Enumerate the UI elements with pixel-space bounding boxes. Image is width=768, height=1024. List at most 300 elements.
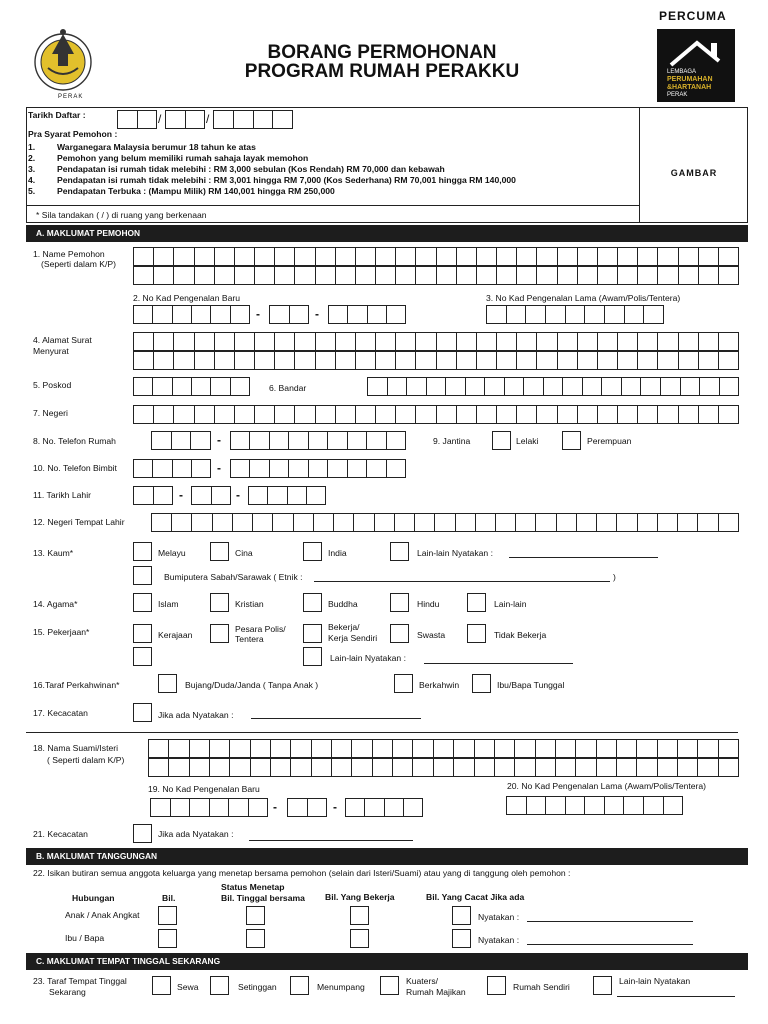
char-box[interactable] bbox=[415, 405, 436, 424]
char-box[interactable] bbox=[555, 758, 576, 777]
tel-rumah-number[interactable] bbox=[230, 431, 406, 450]
tinggal-menumpang-checkbox[interactable] bbox=[290, 976, 309, 995]
char-box[interactable] bbox=[474, 758, 495, 777]
lain-tinggal-line[interactable] bbox=[617, 996, 735, 997]
dob-year[interactable] bbox=[248, 486, 326, 505]
char-box[interactable] bbox=[584, 796, 605, 815]
char-box[interactable] bbox=[347, 459, 367, 478]
pekerjaan-extra-checkbox[interactable] bbox=[133, 647, 152, 666]
spouse-ic-new-part1[interactable] bbox=[150, 798, 268, 817]
char-box[interactable] bbox=[234, 266, 255, 285]
kaum-lain-checkbox[interactable] bbox=[390, 542, 409, 561]
char-box[interactable] bbox=[412, 739, 433, 758]
char-box[interactable] bbox=[535, 513, 556, 532]
char-box[interactable] bbox=[331, 739, 352, 758]
char-box[interactable] bbox=[234, 332, 255, 351]
char-box[interactable] bbox=[327, 459, 347, 478]
spouse-ic-old-input[interactable] bbox=[506, 796, 683, 815]
char-box[interactable] bbox=[394, 513, 415, 532]
char-box[interactable] bbox=[293, 513, 314, 532]
char-box[interactable] bbox=[269, 459, 289, 478]
char-box[interactable] bbox=[272, 513, 293, 532]
char-box[interactable] bbox=[209, 798, 230, 817]
char-box[interactable] bbox=[582, 377, 603, 396]
char-box[interactable] bbox=[133, 305, 153, 324]
char-box[interactable] bbox=[386, 431, 406, 450]
char-box[interactable] bbox=[173, 405, 194, 424]
char-box[interactable] bbox=[367, 305, 387, 324]
negeri-input[interactable] bbox=[133, 405, 739, 424]
char-box[interactable] bbox=[274, 405, 295, 424]
char-box[interactable] bbox=[395, 332, 416, 351]
char-box[interactable] bbox=[637, 351, 658, 370]
char-box[interactable] bbox=[328, 305, 348, 324]
char-box[interactable] bbox=[375, 332, 396, 351]
char-box[interactable] bbox=[496, 351, 517, 370]
char-box[interactable] bbox=[718, 739, 739, 758]
char-box[interactable] bbox=[495, 513, 516, 532]
char-box[interactable] bbox=[364, 798, 384, 817]
char-box[interactable] bbox=[699, 377, 720, 396]
char-box[interactable] bbox=[484, 377, 505, 396]
char-box[interactable] bbox=[214, 332, 235, 351]
char-box[interactable] bbox=[331, 758, 352, 777]
negeri-lahir-input[interactable] bbox=[151, 513, 739, 532]
ic-old-input[interactable] bbox=[486, 305, 664, 324]
char-box[interactable] bbox=[640, 377, 661, 396]
etnik-line[interactable] bbox=[314, 581, 610, 582]
char-box[interactable] bbox=[475, 513, 496, 532]
char-box[interactable] bbox=[306, 486, 326, 505]
char-box[interactable] bbox=[455, 513, 476, 532]
char-box[interactable] bbox=[414, 513, 435, 532]
char-box[interactable] bbox=[616, 513, 637, 532]
char-box[interactable] bbox=[152, 459, 172, 478]
char-box[interactable] bbox=[392, 758, 413, 777]
char-box[interactable] bbox=[718, 247, 739, 266]
char-box[interactable] bbox=[375, 247, 396, 266]
char-box[interactable] bbox=[597, 351, 618, 370]
char-box[interactable] bbox=[597, 332, 618, 351]
ibubapa-tinggal-box[interactable] bbox=[246, 929, 265, 948]
char-box[interactable] bbox=[355, 247, 376, 266]
char-box[interactable] bbox=[516, 266, 537, 285]
ibubapa-cacat-box[interactable] bbox=[452, 929, 471, 948]
char-box[interactable] bbox=[436, 332, 457, 351]
char-box[interactable] bbox=[229, 758, 250, 777]
char-box[interactable] bbox=[496, 405, 517, 424]
char-box[interactable] bbox=[516, 332, 537, 351]
char-box[interactable] bbox=[657, 247, 678, 266]
char-box[interactable] bbox=[194, 247, 215, 266]
name-row-1[interactable] bbox=[133, 247, 739, 266]
tinggal-setinggan-checkbox[interactable] bbox=[210, 976, 229, 995]
char-box[interactable] bbox=[288, 459, 308, 478]
ibubapa-nyatakan-line[interactable] bbox=[527, 944, 693, 945]
char-box[interactable] bbox=[171, 513, 192, 532]
char-box[interactable] bbox=[172, 459, 192, 478]
char-box[interactable] bbox=[657, 758, 678, 777]
address-row-1[interactable] bbox=[133, 332, 739, 351]
anak-bekerja-box[interactable] bbox=[350, 906, 369, 925]
char-box[interactable] bbox=[315, 351, 336, 370]
pekerjaan-tidak-bekerja-checkbox[interactable] bbox=[467, 624, 486, 643]
char-box[interactable] bbox=[412, 758, 433, 777]
char-box[interactable] bbox=[230, 431, 250, 450]
char-box[interactable] bbox=[506, 796, 527, 815]
char-box[interactable] bbox=[536, 405, 557, 424]
poskod-input[interactable] bbox=[133, 377, 250, 396]
spouse-ic-new-part2[interactable] bbox=[287, 798, 327, 817]
tinggal-lain-checkbox[interactable] bbox=[593, 976, 612, 995]
char-box[interactable] bbox=[194, 332, 215, 351]
char-box[interactable] bbox=[269, 305, 290, 324]
char-box[interactable] bbox=[230, 459, 250, 478]
char-box[interactable] bbox=[152, 305, 172, 324]
char-box[interactable] bbox=[211, 486, 232, 505]
char-box[interactable] bbox=[347, 431, 367, 450]
char-box[interactable] bbox=[621, 377, 642, 396]
char-box[interactable] bbox=[315, 332, 336, 351]
tinggal-sendiri-checkbox[interactable] bbox=[487, 976, 506, 995]
char-box[interactable] bbox=[415, 332, 436, 351]
jantina-perempuan-checkbox[interactable] bbox=[562, 431, 581, 450]
char-box[interactable] bbox=[657, 351, 678, 370]
char-box[interactable] bbox=[254, 405, 275, 424]
char-box[interactable] bbox=[597, 247, 618, 266]
tinggal-kuaters-checkbox[interactable] bbox=[380, 976, 399, 995]
char-box[interactable] bbox=[514, 758, 535, 777]
char-box[interactable] bbox=[698, 405, 719, 424]
char-box[interactable] bbox=[194, 405, 215, 424]
char-box[interactable] bbox=[557, 332, 578, 351]
char-box[interactable] bbox=[232, 513, 253, 532]
char-box[interactable] bbox=[535, 739, 556, 758]
char-box[interactable] bbox=[678, 247, 699, 266]
char-box[interactable] bbox=[375, 266, 396, 285]
char-box[interactable] bbox=[545, 305, 566, 324]
char-box[interactable] bbox=[133, 351, 154, 370]
char-box[interactable] bbox=[133, 377, 153, 396]
char-box[interactable] bbox=[657, 332, 678, 351]
char-box[interactable] bbox=[347, 305, 367, 324]
char-box[interactable] bbox=[315, 405, 336, 424]
char-box[interactable] bbox=[335, 332, 356, 351]
char-box[interactable] bbox=[565, 796, 586, 815]
char-box[interactable] bbox=[697, 758, 718, 777]
char-box[interactable] bbox=[637, 247, 658, 266]
char-box[interactable] bbox=[506, 305, 527, 324]
char-box[interactable] bbox=[456, 405, 477, 424]
char-box[interactable] bbox=[636, 739, 657, 758]
char-box[interactable] bbox=[165, 110, 186, 129]
char-box[interactable] bbox=[315, 247, 336, 266]
char-box[interactable] bbox=[191, 459, 211, 478]
char-box[interactable] bbox=[250, 739, 271, 758]
char-box[interactable] bbox=[577, 405, 598, 424]
pekerjaan-kerajaan-checkbox[interactable] bbox=[133, 624, 152, 643]
char-box[interactable] bbox=[395, 247, 416, 266]
ic-new-part1[interactable] bbox=[133, 305, 250, 324]
agama-islam-checkbox[interactable] bbox=[133, 593, 152, 612]
char-box[interactable] bbox=[191, 377, 211, 396]
char-box[interactable] bbox=[555, 739, 576, 758]
char-box[interactable] bbox=[657, 266, 678, 285]
char-box[interactable] bbox=[133, 486, 154, 505]
char-box[interactable] bbox=[355, 405, 376, 424]
char-box[interactable] bbox=[604, 796, 625, 815]
char-box[interactable] bbox=[660, 377, 681, 396]
char-box[interactable] bbox=[233, 110, 254, 129]
char-box[interactable] bbox=[313, 513, 334, 532]
char-box[interactable] bbox=[403, 798, 423, 817]
char-box[interactable] bbox=[718, 405, 739, 424]
char-box[interactable] bbox=[617, 266, 638, 285]
char-box[interactable] bbox=[476, 405, 497, 424]
spouse-name-row-1[interactable] bbox=[148, 739, 739, 758]
char-box[interactable] bbox=[557, 266, 578, 285]
char-box[interactable] bbox=[345, 798, 365, 817]
char-box[interactable] bbox=[335, 266, 356, 285]
char-box[interactable] bbox=[624, 305, 645, 324]
char-box[interactable] bbox=[597, 405, 618, 424]
char-box[interactable] bbox=[366, 431, 386, 450]
char-box[interactable] bbox=[514, 739, 535, 758]
char-box[interactable] bbox=[209, 758, 230, 777]
spouse-kecacatan-line[interactable] bbox=[249, 840, 413, 841]
char-box[interactable] bbox=[191, 305, 211, 324]
char-box[interactable] bbox=[663, 796, 684, 815]
char-box[interactable] bbox=[453, 739, 474, 758]
char-box[interactable] bbox=[133, 247, 154, 266]
char-box[interactable] bbox=[189, 758, 210, 777]
char-box[interactable] bbox=[267, 486, 287, 505]
char-box[interactable] bbox=[308, 431, 328, 450]
char-box[interactable] bbox=[680, 377, 701, 396]
char-box[interactable] bbox=[185, 110, 206, 129]
char-box[interactable] bbox=[168, 739, 189, 758]
char-box[interactable] bbox=[274, 332, 295, 351]
char-box[interactable] bbox=[209, 739, 230, 758]
char-box[interactable] bbox=[577, 247, 598, 266]
char-box[interactable] bbox=[153, 266, 174, 285]
char-box[interactable] bbox=[229, 739, 250, 758]
char-box[interactable] bbox=[616, 758, 637, 777]
char-box[interactable] bbox=[212, 513, 233, 532]
char-box[interactable] bbox=[596, 758, 617, 777]
char-box[interactable] bbox=[335, 405, 356, 424]
char-box[interactable] bbox=[287, 486, 307, 505]
char-box[interactable] bbox=[327, 431, 347, 450]
char-box[interactable] bbox=[374, 513, 395, 532]
char-box[interactable] bbox=[270, 758, 291, 777]
char-box[interactable] bbox=[230, 305, 250, 324]
agama-kristian-checkbox[interactable] bbox=[210, 593, 229, 612]
char-box[interactable] bbox=[678, 405, 699, 424]
char-box[interactable] bbox=[214, 266, 235, 285]
char-box[interactable] bbox=[456, 351, 477, 370]
char-box[interactable] bbox=[311, 739, 332, 758]
char-box[interactable] bbox=[596, 739, 617, 758]
char-box[interactable] bbox=[474, 739, 495, 758]
char-box[interactable] bbox=[386, 305, 406, 324]
char-box[interactable] bbox=[252, 513, 273, 532]
char-box[interactable] bbox=[173, 266, 194, 285]
char-box[interactable] bbox=[270, 739, 291, 758]
char-box[interactable] bbox=[173, 332, 194, 351]
char-box[interactable] bbox=[355, 266, 376, 285]
dob-day[interactable] bbox=[133, 486, 173, 505]
ic-new-part2[interactable] bbox=[269, 305, 309, 324]
char-box[interactable] bbox=[657, 405, 678, 424]
kahwin-tunggal-checkbox[interactable] bbox=[472, 674, 491, 693]
lain-kaum-line[interactable] bbox=[509, 557, 658, 558]
char-box[interactable] bbox=[333, 513, 354, 532]
char-box[interactable] bbox=[637, 266, 658, 285]
ibubapa-bekerja-box[interactable] bbox=[350, 929, 369, 948]
tarikh-daftar-month[interactable] bbox=[165, 110, 205, 129]
char-box[interactable] bbox=[269, 431, 289, 450]
tarikh-daftar-year[interactable] bbox=[213, 110, 293, 129]
char-box[interactable] bbox=[210, 377, 230, 396]
char-box[interactable] bbox=[234, 247, 255, 266]
char-box[interactable] bbox=[386, 459, 406, 478]
char-box[interactable] bbox=[677, 758, 698, 777]
char-box[interactable] bbox=[643, 796, 664, 815]
char-box[interactable] bbox=[719, 377, 740, 396]
pekerjaan-swasta-checkbox[interactable] bbox=[390, 624, 409, 643]
char-box[interactable] bbox=[190, 431, 211, 450]
char-box[interactable] bbox=[148, 758, 169, 777]
char-box[interactable] bbox=[436, 351, 457, 370]
char-box[interactable] bbox=[436, 405, 457, 424]
char-box[interactable] bbox=[535, 758, 556, 777]
char-box[interactable] bbox=[150, 798, 171, 817]
char-box[interactable] bbox=[133, 266, 154, 285]
char-box[interactable] bbox=[565, 305, 586, 324]
char-box[interactable] bbox=[557, 247, 578, 266]
char-box[interactable] bbox=[228, 798, 249, 817]
char-box[interactable] bbox=[254, 266, 275, 285]
char-box[interactable] bbox=[697, 513, 718, 532]
char-box[interactable] bbox=[636, 758, 657, 777]
tel-rumah-area[interactable] bbox=[151, 431, 211, 450]
char-box[interactable] bbox=[596, 513, 617, 532]
char-box[interactable] bbox=[335, 247, 356, 266]
char-box[interactable] bbox=[133, 405, 154, 424]
spouse-ic-new-part3[interactable] bbox=[345, 798, 423, 817]
char-box[interactable] bbox=[718, 513, 739, 532]
char-box[interactable] bbox=[372, 739, 393, 758]
char-box[interactable] bbox=[434, 513, 455, 532]
char-box[interactable] bbox=[698, 332, 719, 351]
kaum-cina-checkbox[interactable] bbox=[210, 542, 229, 561]
photo-box[interactable] bbox=[640, 107, 748, 223]
char-box[interactable] bbox=[351, 739, 372, 758]
spouse-kecacatan-checkbox[interactable] bbox=[133, 824, 152, 843]
char-box[interactable] bbox=[133, 332, 154, 351]
char-box[interactable] bbox=[584, 305, 605, 324]
anak-nyatakan-line[interactable] bbox=[527, 921, 693, 922]
char-box[interactable] bbox=[562, 377, 583, 396]
agama-lain-checkbox[interactable] bbox=[467, 593, 486, 612]
char-box[interactable] bbox=[515, 513, 536, 532]
char-box[interactable] bbox=[288, 431, 308, 450]
char-box[interactable] bbox=[152, 377, 172, 396]
char-box[interactable] bbox=[274, 266, 295, 285]
char-box[interactable] bbox=[294, 266, 315, 285]
char-box[interactable] bbox=[637, 405, 658, 424]
char-box[interactable] bbox=[294, 405, 315, 424]
char-box[interactable] bbox=[698, 247, 719, 266]
char-box[interactable] bbox=[536, 351, 557, 370]
char-box[interactable] bbox=[375, 405, 396, 424]
char-box[interactable] bbox=[213, 110, 234, 129]
char-box[interactable] bbox=[523, 377, 544, 396]
char-box[interactable] bbox=[287, 798, 308, 817]
char-box[interactable] bbox=[151, 431, 172, 450]
char-box[interactable] bbox=[577, 351, 598, 370]
tel-bimbit-number[interactable] bbox=[230, 459, 406, 478]
char-box[interactable] bbox=[249, 431, 269, 450]
anak-bil-box[interactable] bbox=[158, 906, 177, 925]
char-box[interactable] bbox=[172, 305, 192, 324]
char-box[interactable] bbox=[557, 351, 578, 370]
char-box[interactable] bbox=[677, 513, 698, 532]
char-box[interactable] bbox=[496, 247, 517, 266]
char-box[interactable] bbox=[678, 266, 699, 285]
char-box[interactable] bbox=[415, 351, 436, 370]
name-row-2[interactable] bbox=[133, 266, 739, 285]
char-box[interactable] bbox=[406, 377, 427, 396]
char-box[interactable] bbox=[372, 758, 393, 777]
char-box[interactable] bbox=[604, 305, 625, 324]
ic-new-part3[interactable] bbox=[328, 305, 406, 324]
kecacatan-checkbox[interactable] bbox=[133, 703, 152, 722]
char-box[interactable] bbox=[476, 332, 497, 351]
char-box[interactable] bbox=[355, 351, 376, 370]
char-box[interactable] bbox=[536, 247, 557, 266]
char-box[interactable] bbox=[153, 486, 174, 505]
char-box[interactable] bbox=[248, 798, 269, 817]
char-box[interactable] bbox=[496, 266, 517, 285]
char-box[interactable] bbox=[294, 247, 315, 266]
char-box[interactable] bbox=[191, 486, 212, 505]
jantina-lelaki-checkbox[interactable] bbox=[492, 431, 511, 450]
char-box[interactable] bbox=[575, 739, 596, 758]
char-box[interactable] bbox=[557, 405, 578, 424]
char-box[interactable] bbox=[643, 305, 664, 324]
char-box[interactable] bbox=[617, 405, 638, 424]
char-box[interactable] bbox=[153, 405, 174, 424]
char-box[interactable] bbox=[392, 739, 413, 758]
kaum-india-checkbox[interactable] bbox=[303, 542, 322, 561]
char-box[interactable] bbox=[294, 332, 315, 351]
char-box[interactable] bbox=[308, 459, 328, 478]
tarikh-daftar-day[interactable] bbox=[117, 110, 157, 129]
char-box[interactable] bbox=[453, 758, 474, 777]
char-box[interactable] bbox=[234, 351, 255, 370]
char-box[interactable] bbox=[657, 739, 678, 758]
char-box[interactable] bbox=[335, 351, 356, 370]
char-box[interactable] bbox=[623, 796, 644, 815]
char-box[interactable] bbox=[249, 459, 269, 478]
char-box[interactable] bbox=[351, 758, 372, 777]
tel-bimbit-prefix[interactable] bbox=[133, 459, 211, 478]
pekerjaan-lain-checkbox[interactable] bbox=[303, 647, 322, 666]
kahwin-bujang-checkbox[interactable] bbox=[158, 674, 177, 693]
char-box[interactable] bbox=[504, 377, 525, 396]
